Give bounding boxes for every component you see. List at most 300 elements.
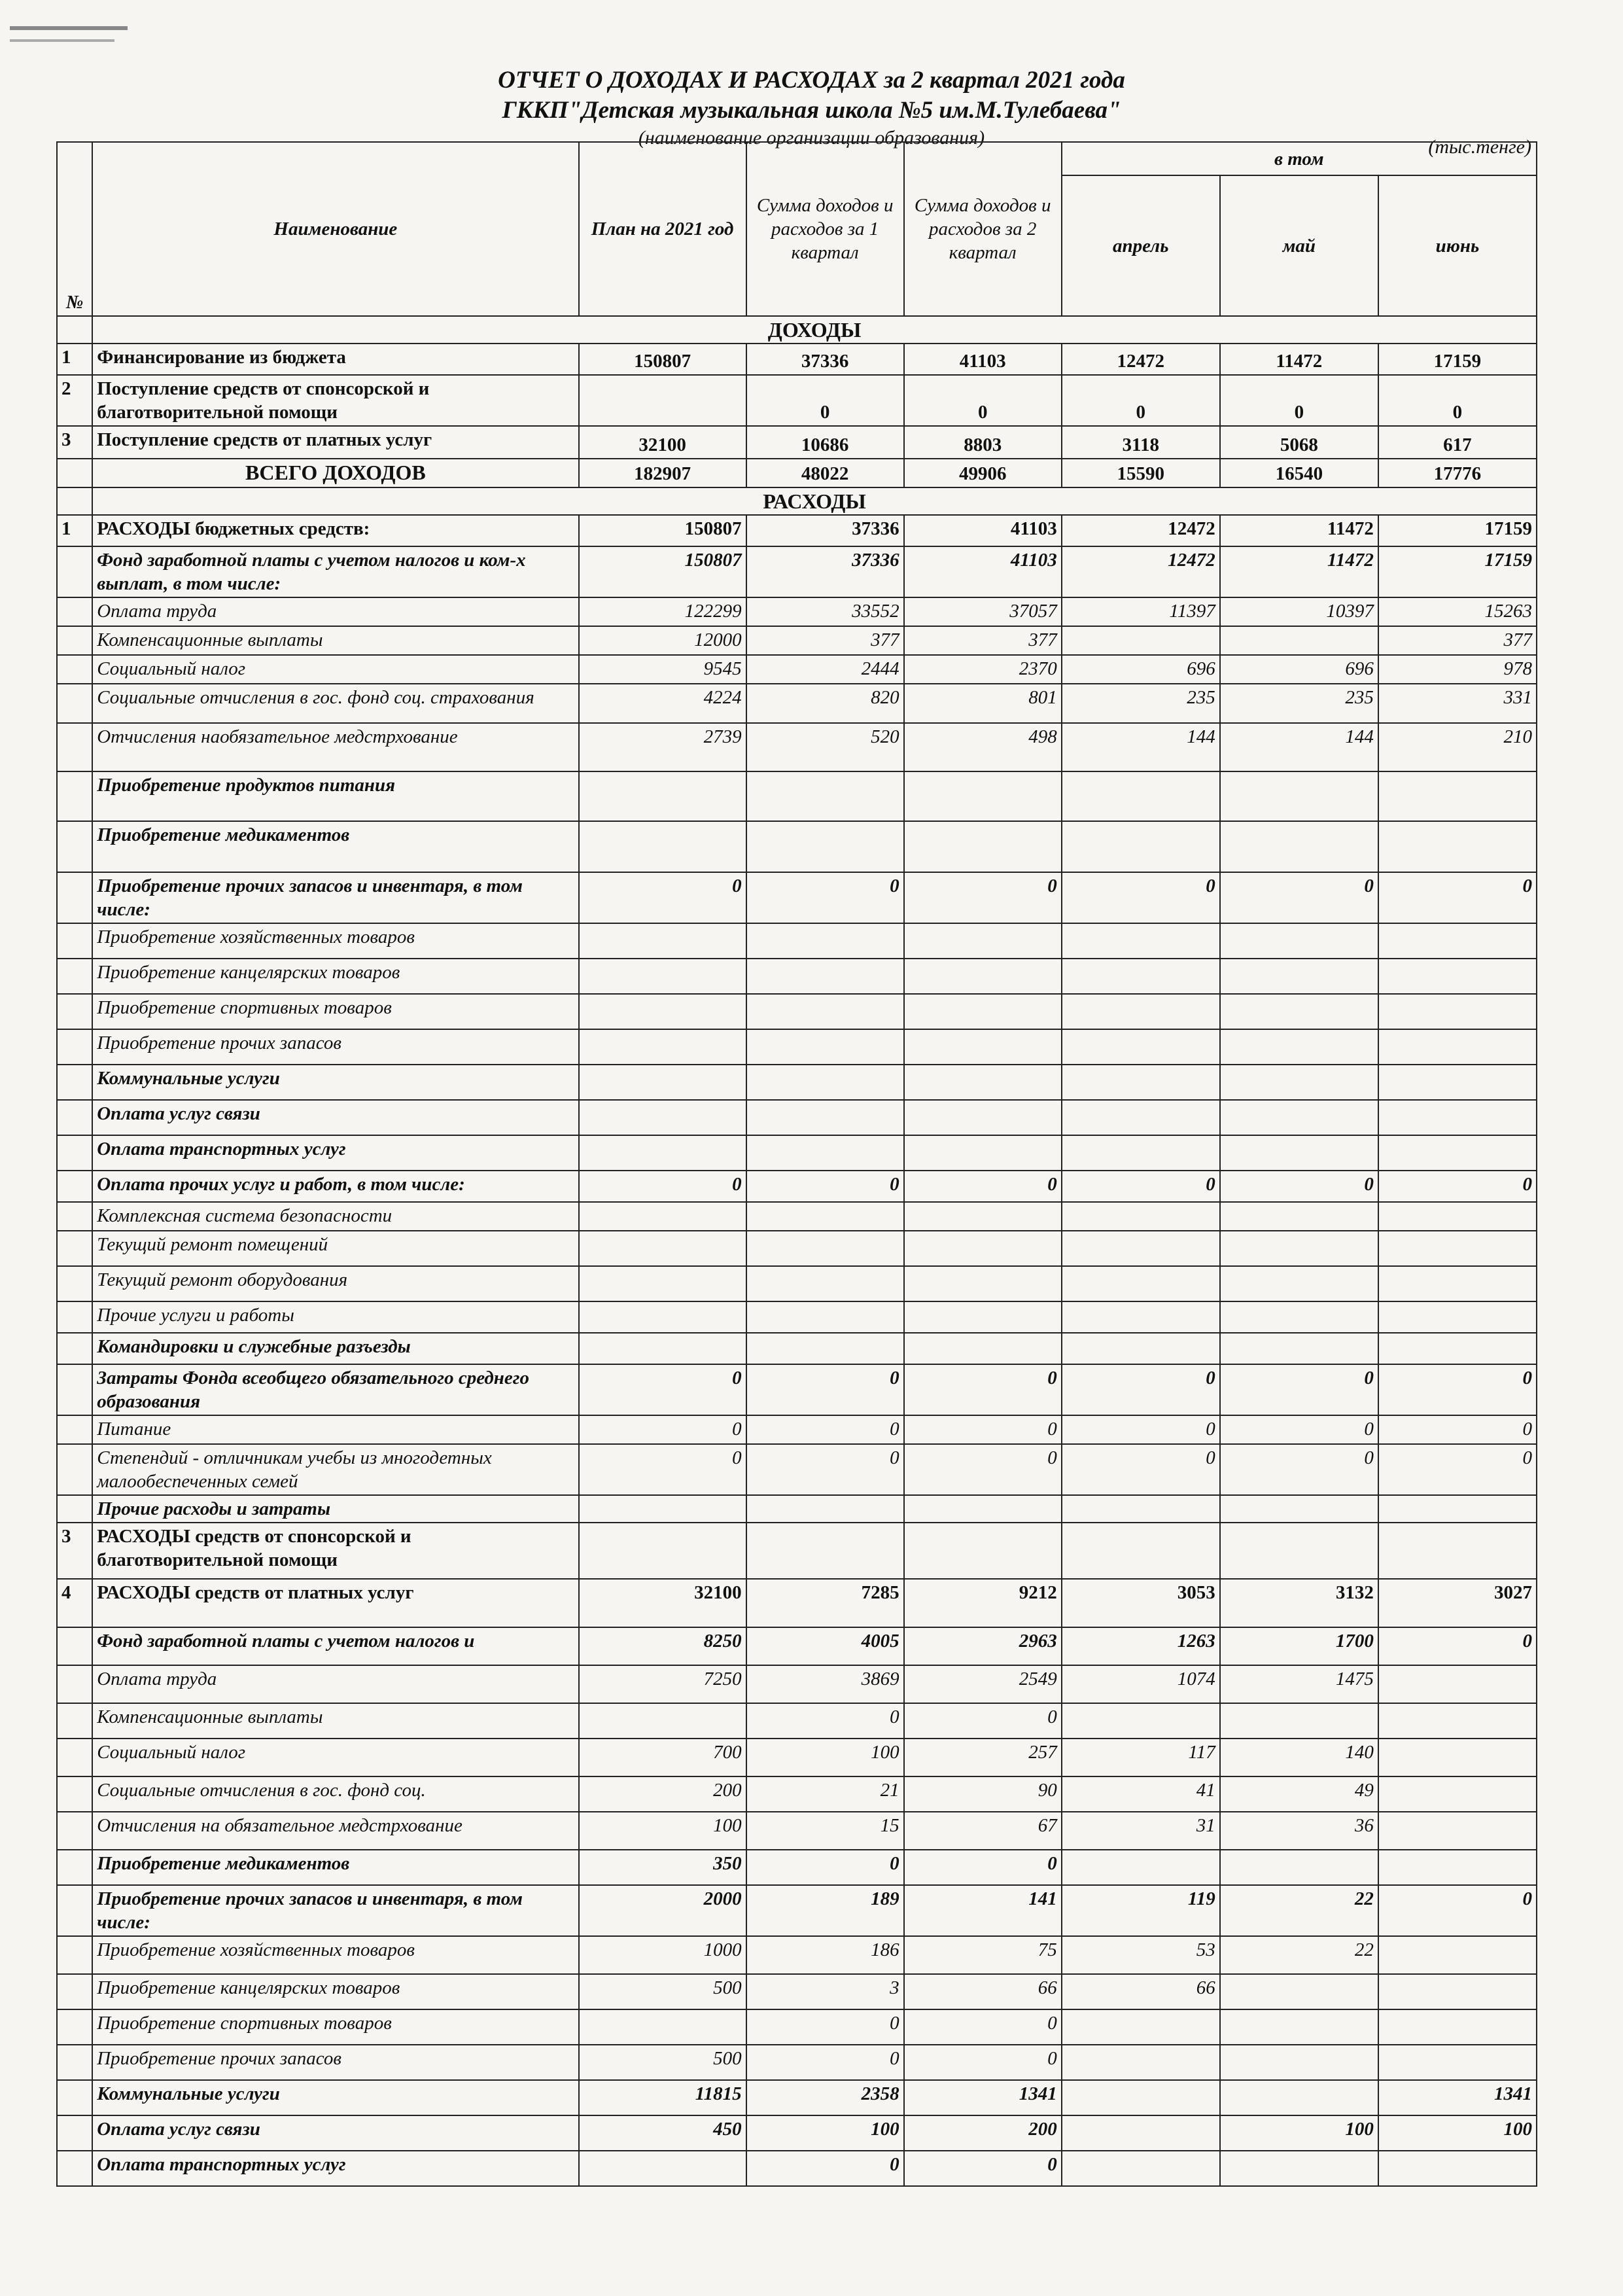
row-value-m1 [1062,923,1220,959]
table-row [57,923,1537,959]
row-value-plan: 122299 [579,597,746,626]
row-name: Социальный налог [92,655,578,684]
row-value-m3: 0 [1378,1885,1537,1936]
row-no [57,1301,92,1333]
row-value-m3 [1378,821,1537,872]
row-value-m3 [1378,2151,1537,2186]
column-header-april: апрель [1062,175,1220,316]
row-value-m1 [1062,2009,1220,2045]
row-value-q2: 41103 [904,546,1062,597]
row-name: Текущий ремонт помещений [92,1231,578,1266]
row-no [57,1231,92,1266]
row-no [57,821,92,872]
report-header [0,65,1623,150]
row-value-m2: 1700 [1220,1627,1378,1665]
column-header-q2: Сумма доходов и расходов за 2 квартал [904,142,1062,316]
row-value-q2: 2963 [904,1627,1062,1665]
table-row [57,959,1537,994]
row-value-plan: 2739 [579,723,746,771]
row-value-m3 [1378,1936,1537,1974]
row-value-m2: 0 [1220,375,1378,426]
row-value-m1 [1062,1231,1220,1266]
row-value-q1: 10686 [746,426,904,459]
table-row [57,1885,1537,1936]
row-value-m1: 144 [1062,723,1220,771]
row-value-q1: 377 [746,626,904,655]
table-row [57,2009,1537,2045]
row-value-m3 [1378,1739,1537,1776]
row-value-q2 [904,1495,1062,1523]
row-value-q2: 2370 [904,655,1062,684]
row-value-m1: 41 [1062,1776,1220,1812]
row-value-m3: 0 [1378,1627,1537,1665]
row-value-q1: 0 [746,1850,904,1885]
income-total-label: ВСЕГО ДОХОДОВ [92,459,578,487]
row-value-m1: 1263 [1062,1627,1220,1665]
row-value-q1: 37336 [746,344,904,375]
row-no [57,1739,92,1776]
row-no [57,1776,92,1812]
row-value-m2: 0 [1220,872,1378,923]
row-name: Приобретение прочих запасов и инвентаря, в том числе: [92,1885,578,1936]
row-value-plan: 0 [579,1444,746,1495]
column-header-q1: Сумма доходов и расходов за 1 квартал [746,142,904,316]
row-value-q2: 0 [904,872,1062,923]
row-value-m2 [1220,1703,1378,1739]
row-value-q1: 4005 [746,1627,904,1665]
row-value-m2: 22 [1220,1936,1378,1974]
row-name: Приобретение прочих запасов [92,1029,578,1065]
row-value-m3: 15263 [1378,597,1537,626]
row-value-q2: 801 [904,684,1062,723]
row-value-plan: 4224 [579,684,746,723]
row-no [57,2115,92,2151]
row-value-q2 [904,1202,1062,1231]
row-value-q2: 1341 [904,2080,1062,2115]
row-no [57,1171,92,1202]
row-value-m2 [1220,771,1378,821]
row-value-m2: 0 [1220,1364,1378,1415]
row-value-m2: 0 [1220,1415,1378,1444]
row-value-m2: 10397 [1220,597,1378,626]
row-value-m2: 36 [1220,1812,1378,1850]
row-value-m1 [1062,1523,1220,1579]
table-row [57,344,1537,375]
table-row [57,2045,1537,2080]
row-value-q1: 21 [746,1776,904,1812]
row-value-plan [579,375,746,426]
row-value-m2: 0 [1220,1444,1378,1495]
row-value-m1: 119 [1062,1885,1220,1936]
row-value-m2: 22 [1220,1885,1378,1936]
row-value-m2: 11472 [1220,344,1378,375]
table-row [57,872,1537,923]
row-no [57,1333,92,1364]
row-value-q1: 100 [746,1739,904,1776]
row-name: Компенсационные выплаты [92,1703,578,1739]
table-row [57,1100,1537,1135]
row-name: Фонд заработной платы с учетом налогов и ком-х выплат, в том числе: [92,546,578,597]
row-no [57,1627,92,1665]
row-value-m3 [1378,1523,1537,1579]
row-value-q1 [746,771,904,821]
table-row [57,684,1537,723]
row-value-q2 [904,1301,1062,1333]
row-value-plan [579,771,746,821]
table-row [57,1627,1537,1665]
row-value-m3: 617 [1378,426,1537,459]
row-value-q1: 189 [746,1885,904,1936]
row-value-q2: 0 [904,1850,1062,1885]
table-row [57,1231,1537,1266]
row-value-m3: 0 [1378,375,1537,426]
row-value-m3: 3027 [1378,1579,1537,1627]
row-value-plan: 12000 [579,626,746,655]
row-no [57,1444,92,1495]
row-value-plan [579,1202,746,1231]
row-value-q1: 0 [746,872,904,923]
row-value-m1 [1062,994,1220,1029]
row-value-m3: 0 [1378,1364,1537,1415]
row-value-q1 [746,1135,904,1171]
table-row [57,1202,1537,1231]
table-row [57,1850,1537,1885]
row-no [57,1974,92,2009]
row-value-q1: 2444 [746,655,904,684]
row-value-m1 [1062,2080,1220,2115]
row-no [57,626,92,655]
row-value-plan: 150807 [579,344,746,375]
row-value-m1: 0 [1062,1444,1220,1495]
row-value-m1: 11397 [1062,597,1220,626]
row-value-q2: 41103 [904,515,1062,546]
table-row [57,1171,1537,1202]
income-total-row [57,459,1537,487]
row-value-q1 [746,1266,904,1301]
row-value-q1: 0 [746,375,904,426]
row-value-q2: 498 [904,723,1062,771]
row-value-plan [579,1065,746,1100]
row-no [57,1812,92,1850]
row-value-m3 [1378,1850,1537,1885]
row-value-q1 [746,1100,904,1135]
table-row [57,1444,1537,1495]
row-value-m2: 696 [1220,655,1378,684]
row-value-plan: 0 [579,872,746,923]
row-no [57,872,92,923]
row-value-q1: 37336 [746,546,904,597]
row-value-m2 [1220,2045,1378,2080]
row-value-m1: 12472 [1062,344,1220,375]
row-value-plan [579,1523,746,1579]
row-value-q2: 0 [904,2151,1062,2186]
row-value-plan [579,821,746,872]
row-value-plan: 0 [579,1415,746,1444]
row-name: Оплата прочих услуг и работ, в том числе: [92,1171,578,1202]
row-value-q1: 820 [746,684,904,723]
row-value-q2 [904,923,1062,959]
income-total-q1: 48022 [746,459,904,487]
row-value-q2: 141 [904,1885,1062,1936]
row-value-m3 [1378,2009,1537,2045]
scan-mark [10,39,114,42]
row-value-q1: 0 [746,2009,904,2045]
row-name: Финансирование из бюджета [92,344,578,375]
row-value-q1: 7285 [746,1579,904,1627]
row-no [57,1665,92,1703]
row-no [57,1885,92,1936]
row-value-m1 [1062,1850,1220,1885]
row-value-m1 [1062,626,1220,655]
table-row [57,2115,1537,2151]
table-row [57,771,1537,821]
row-name: Оплата труда [92,1665,578,1703]
row-value-m2 [1220,2009,1378,2045]
row-value-m3 [1378,1231,1537,1266]
row-value-q1: 100 [746,2115,904,2151]
row-value-m1 [1062,2045,1220,2080]
row-no [57,684,92,723]
row-name: Питание [92,1415,578,1444]
row-value-m3: 17159 [1378,344,1537,375]
row-no [57,1936,92,1974]
row-value-m1: 12472 [1062,546,1220,597]
row-no [57,1415,92,1444]
table-row [57,1776,1537,1812]
row-value-m3 [1378,1065,1537,1100]
row-value-plan: 200 [579,1776,746,1812]
row-value-m3: 0 [1378,1444,1537,1495]
row-no: 1 [57,515,92,546]
table-row [57,597,1537,626]
row-value-m3 [1378,1029,1537,1065]
row-value-plan: 0 [579,1364,746,1415]
units-label: (тыс.тенге) [1428,136,1531,158]
table-row [57,1812,1537,1850]
row-value-m2 [1220,1266,1378,1301]
row-value-m1: 235 [1062,684,1220,723]
row-name: Оплата транспортных услуг [92,2151,578,2186]
row-value-plan: 500 [579,2045,746,2080]
row-name: Приобретение продуктов питания [92,771,578,821]
row-value-m1 [1062,959,1220,994]
row-name: Оплата услуг связи [92,2115,578,2151]
row-no [57,723,92,771]
row-value-plan [579,1100,746,1135]
table-row [57,1974,1537,2009]
row-no: 2 [57,375,92,426]
section-row [57,487,1537,515]
row-value-plan [579,1495,746,1523]
row-value-m3 [1378,1100,1537,1135]
row-name: Фонд заработной платы с учетом налогов и [92,1627,578,1665]
income-total-m3: 17776 [1378,459,1537,487]
row-value-m2 [1220,1974,1378,2009]
row-name: Командировки и служебные разъезды [92,1333,578,1364]
row-value-m1 [1062,1065,1220,1100]
row-no: 4 [57,1579,92,1627]
row-value-q1 [746,1301,904,1333]
income-total-q2: 49906 [904,459,1062,487]
row-value-m2: 5068 [1220,426,1378,459]
row-value-m3: 100 [1378,2115,1537,2151]
column-header-in-that: в том [1062,142,1537,175]
row-no [57,923,92,959]
row-value-m1 [1062,2115,1220,2151]
row-value-q2 [904,1333,1062,1364]
row-no: 3 [57,1523,92,1579]
row-value-m3: 210 [1378,723,1537,771]
row-value-plan [579,2009,746,2045]
row-name: Отчисления наобязательное медстрхование [92,723,578,771]
row-value-m2 [1220,626,1378,655]
row-value-q1 [746,959,904,994]
row-value-m3 [1378,1301,1537,1333]
table-row [57,426,1537,459]
row-name: Приобретение канцелярских товаров [92,959,578,994]
row-value-m1 [1062,1029,1220,1065]
row-value-q1: 0 [746,1415,904,1444]
row-value-q2 [904,821,1062,872]
row-value-q1: 33552 [746,597,904,626]
report-table [56,141,1537,2187]
column-header-plan: План на 2021 год [579,142,746,316]
row-value-plan: 2000 [579,1885,746,1936]
row-value-q1 [746,1202,904,1231]
row-name: Поступление средств от платных услуг [92,426,578,459]
table-row [57,1665,1537,1703]
row-value-m1: 3053 [1062,1579,1220,1627]
row-value-plan: 32100 [579,1579,746,1627]
row-name: Социальные отчисления в гос. фонд соц. страхования [92,684,578,723]
row-value-m3 [1378,923,1537,959]
table-row [57,1703,1537,1739]
row-value-m2 [1220,1100,1378,1135]
row-no [57,546,92,597]
row-no [57,1703,92,1739]
row-value-m1: 0 [1062,1171,1220,1202]
row-value-plan: 8250 [579,1627,746,1665]
table-row [57,515,1537,546]
row-value-q1 [746,1065,904,1100]
row-value-m1: 117 [1062,1739,1220,1776]
row-name: Социальный налог [92,1739,578,1776]
row-value-m3: 17159 [1378,515,1537,546]
income-total-m2: 16540 [1220,459,1378,487]
row-value-q2 [904,1135,1062,1171]
row-name: Затраты Фонда всеобщего обязательного среднего образования [92,1364,578,1415]
row-no [57,597,92,626]
row-value-q1 [746,821,904,872]
column-header-no: № [57,142,92,316]
row-value-q2: 0 [904,375,1062,426]
column-header-name: Наименование [92,142,578,316]
row-value-q2: 0 [904,2045,1062,2080]
row-value-m1 [1062,1202,1220,1231]
table-row [57,1579,1537,1627]
row-value-plan: 700 [579,1739,746,1776]
section-title: РАСХОДЫ [92,487,1537,515]
row-no [57,2009,92,2045]
row-value-q2 [904,1231,1062,1266]
row-value-q2: 67 [904,1812,1062,1850]
row-value-m3 [1378,1974,1537,2009]
row-value-m2: 0 [1220,1171,1378,1202]
row-name: Приобретение канцелярских товаров [92,1974,578,2009]
row-value-q2: 257 [904,1739,1062,1776]
row-value-m2 [1220,1231,1378,1266]
row-value-q2: 0 [904,1171,1062,1202]
row-value-m2 [1220,2080,1378,2115]
row-value-m3: 0 [1378,872,1537,923]
row-value-plan [579,923,746,959]
row-name: Социальные отчисления в гос. фонд соц. [92,1776,578,1812]
row-value-m1: 31 [1062,1812,1220,1850]
row-value-m1 [1062,1266,1220,1301]
row-no [57,2045,92,2080]
row-value-m3: 0 [1378,1415,1537,1444]
row-value-m1: 3118 [1062,426,1220,459]
row-value-plan: 500 [579,1974,746,2009]
row-value-m2 [1220,923,1378,959]
row-value-q1: 3869 [746,1665,904,1703]
row-no [57,1135,92,1171]
row-name: Поступление средств от спонсорской и благотворительной помощи [92,375,578,426]
row-name: Приобретение спортивных товаров [92,2009,578,2045]
row-name: Прочие услуги и работы [92,1301,578,1333]
row-value-plan: 7250 [579,1665,746,1703]
row-name: Прочие расходы и затраты [92,1495,578,1523]
row-name: Приобретение хозяйственных товаров [92,1936,578,1974]
row-no [57,655,92,684]
row-name: Комплексная система безопасности [92,1202,578,1231]
row-value-plan [579,994,746,1029]
table-row [57,1364,1537,1415]
table-row [57,1415,1537,1444]
row-value-m2: 1475 [1220,1665,1378,1703]
row-value-m2: 144 [1220,723,1378,771]
row-value-m2: 100 [1220,2115,1378,2151]
row-value-m1 [1062,1301,1220,1333]
row-value-q1: 0 [746,2045,904,2080]
row-value-q2: 37057 [904,597,1062,626]
row-value-q1: 0 [746,1364,904,1415]
row-value-q2 [904,1523,1062,1579]
row-value-m1: 0 [1062,1364,1220,1415]
table-row [57,1495,1537,1523]
row-name: Отчисления на обязательное медстрхование [92,1812,578,1850]
row-value-m3: 978 [1378,655,1537,684]
table-row [57,2151,1537,2186]
row-value-q2: 377 [904,626,1062,655]
row-value-m1 [1062,1495,1220,1523]
row-value-m2: 3132 [1220,1579,1378,1627]
row-no [57,2080,92,2115]
row-value-m2 [1220,1333,1378,1364]
row-name: Текущий ремонт оборудования [92,1266,578,1301]
row-value-m1 [1062,1703,1220,1739]
row-name: РАСХОДЫ средств от спонсорской и благотворительной помощи [92,1523,578,1579]
row-value-plan [579,1135,746,1171]
row-value-m1: 12472 [1062,515,1220,546]
table-row [57,1266,1537,1301]
row-value-plan: 350 [579,1850,746,1885]
row-value-m3 [1378,1202,1537,1231]
row-value-q2: 0 [904,1415,1062,1444]
row-value-q1: 0 [746,1171,904,1202]
row-name: Приобретение хозяйственных товаров [92,923,578,959]
table-row [57,1029,1537,1065]
